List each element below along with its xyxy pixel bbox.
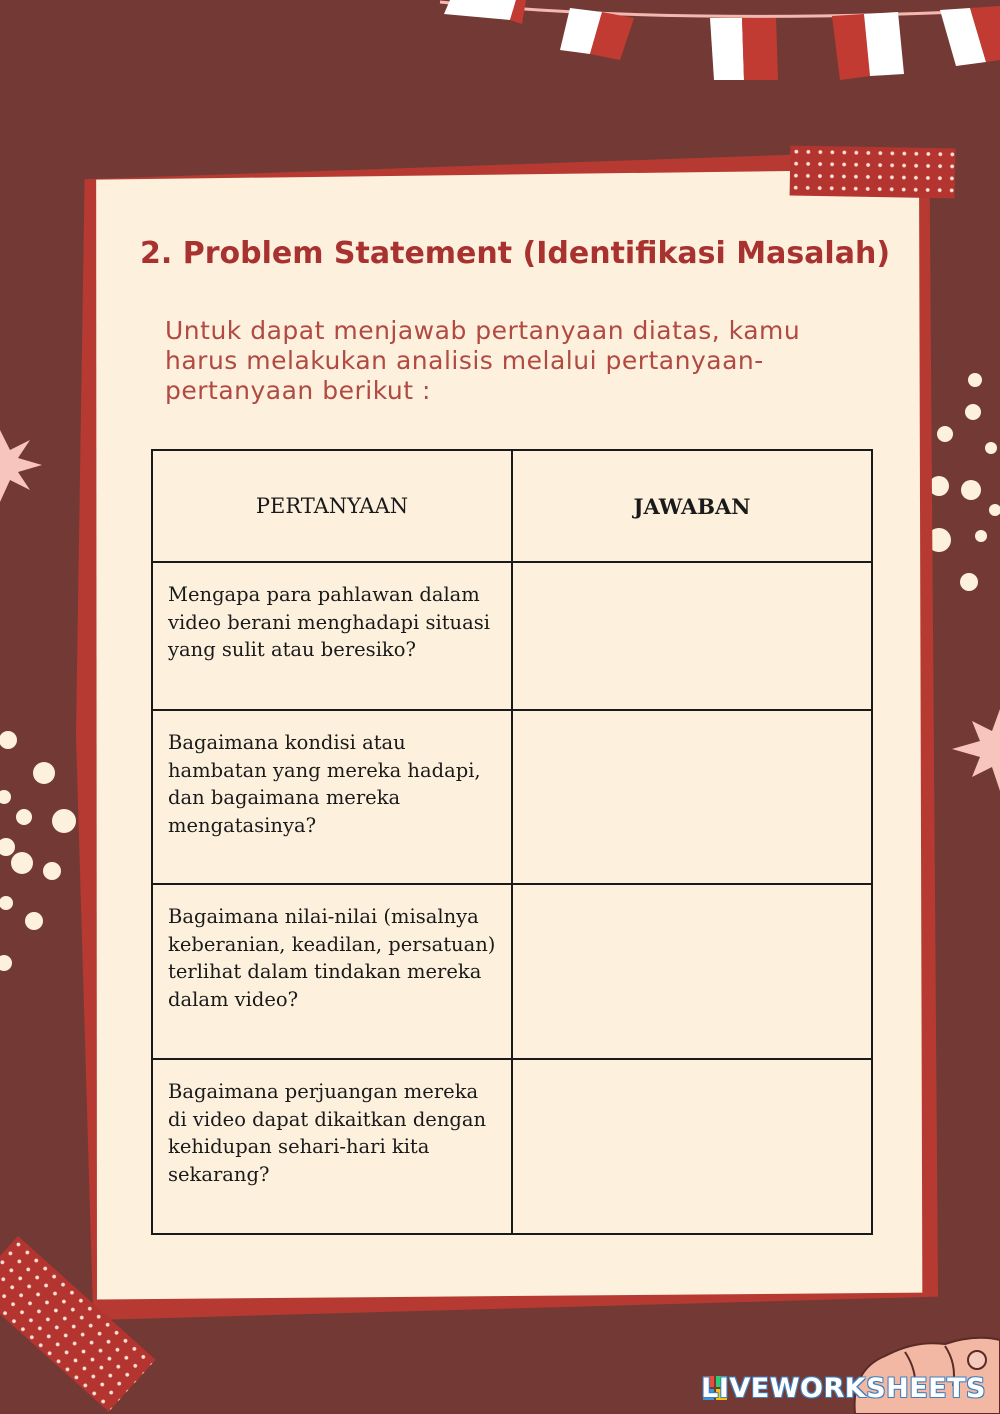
answer-input[interactable] [513,601,871,667]
starburst-icon [950,705,1000,795]
washi-tape-top [790,146,956,199]
intro-text: Untuk dapat menjawab pertanyaan diatas, kamu harus melakukan analisis melalui pertanyaan-pertanyaan berikut : [165,316,801,405]
table-row [152,710,872,884]
table-row [152,562,872,710]
question-cell: Bagaimana perjuangan mereka di video dapat dikaitkan dengan kehidupan sehari-hari kita sekarang? [152,1059,512,1234]
answer-input[interactable] [513,1112,871,1178]
bunting-flags-icon [430,0,1000,90]
table-row [152,1059,872,1234]
question-cell: Bagaimana kondisi atau hambatan yang mereka hadapi, dan bagaimana mereka mengatasinya? [152,710,512,884]
answer-input[interactable] [513,762,871,828]
column-header-answer: JAWABAN [512,450,872,562]
answer-cell [512,562,872,710]
answer-cell [512,710,872,884]
question-cell: Bagaimana nilai-nilai (misalnya keberanian, keadilan, persatuan) terlihat dalam tindakan mereka dalam video? [152,884,512,1059]
column-header-question: PERTANYAAN [152,450,512,562]
confetti-dots-icon [0,725,80,975]
question-cell: Mengapa para pahlawan dalam video berani menghadapi situasi yang sulit atau beresiko? [152,562,512,710]
table-row [152,884,872,1059]
confetti-dots-icon [925,360,1000,600]
question-answer-table [151,449,873,1235]
answer-cell [512,884,872,1059]
table-header-row [152,450,872,562]
liveworksheets-brand: LIVEWORKSHEETS [701,1373,986,1404]
answer-input[interactable] [513,937,871,1003]
answer-cell [512,1059,872,1234]
starburst-icon [0,420,46,510]
page-title: 2. Problem Statement (Identifikasi Masalah) [140,236,891,271]
